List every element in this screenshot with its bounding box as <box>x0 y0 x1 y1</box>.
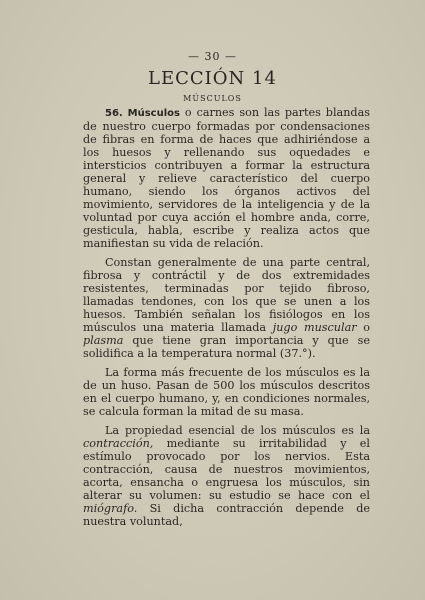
paragraph-text: o <box>356 321 371 334</box>
lesson-title: LECCIÓN 14 <box>148 68 277 89</box>
section-number: 56. <box>105 108 123 119</box>
paragraph-text: Constan generalmente de una parte central, fibrosa y contráctil y de dos extremidades resistentes, terminadas por tejido fibroso, llamadas tendones, con los que se unen a los huesos. También señalan los fisiólogos en los músculos una materia llamada <box>83 256 370 334</box>
paragraph-text: que tiene gran importancia y que se solidifica a la temperatura normal (37.°). <box>83 334 370 360</box>
italic-term: jugo muscular <box>272 321 357 334</box>
paragraph-text: La propiedad esencial de los músculos es la <box>105 424 370 437</box>
paragraph-56 <box>83 106 370 250</box>
page-number: — 30 — <box>188 50 237 63</box>
paragraph-text: mediante su irritabilidad y el estímulo provocado por los nervios. Esta contracción, causa de nuestros movimientos, acorta, ensancha o engruesa los músculos, sin alterar su volumen: su estudio se hace con el <box>83 437 370 502</box>
body-text <box>83 106 370 534</box>
paragraph-text: Si dicha contracción depende de nuestra voluntad, <box>83 502 370 528</box>
paragraph <box>83 366 370 418</box>
paragraph <box>83 424 370 528</box>
section-term: Músculos <box>127 108 180 119</box>
italic-term: plasma <box>83 334 124 347</box>
paragraph-text: La forma más frecuente de los músculos es la de un huso. Pasan de 500 los músculos descritos en el cuerpo humano, y, en condiciones normales, se calcula forman la mitad de su masa. <box>83 366 370 418</box>
paragraph <box>83 256 370 360</box>
paragraph-text: o carnes son las partes blandas de nuestro cuerpo formadas por condensaciones de fibras en forma de haces que adhiriéndose a los huesos y rellenando sus oquedades e intersticios contribuyen a formar la estructura general y relieve característico del cuerpo humano, siendo los órganos activos del movimiento, servidores de la inteligencia y de la voluntad por cuya acción el hombre anda, corre, gesticula, habla, escribe y realiza actos que manifiestan su vida de relación. <box>83 106 370 250</box>
italic-term: contracción, <box>83 437 154 450</box>
italic-term: miógrafo. <box>83 502 138 515</box>
lesson-subtitle: MÚSCULOS <box>183 94 242 103</box>
